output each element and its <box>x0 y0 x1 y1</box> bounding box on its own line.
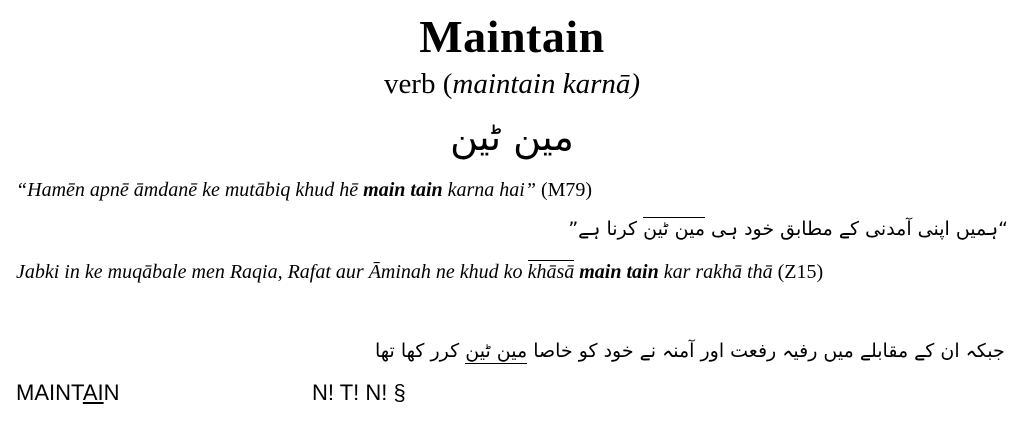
pos-italic: maintain karnā) <box>452 68 641 100</box>
entry-symbols: N! T! N! § <box>312 380 406 405</box>
example-1-text: “Hamēn apnē āmdanē ke mutābiq khud hē <box>16 179 364 201</box>
urdu-headword: مین ٹین <box>450 115 574 159</box>
example-2-urdu-after: کرر کھا تھا <box>375 340 466 362</box>
example-1-keyword: main tain <box>363 179 443 201</box>
example-1-urdu-after: کرنا ہے” <box>568 218 644 240</box>
entry-code-suffix: N <box>103 380 120 405</box>
example-2-urdu <box>375 340 1005 362</box>
example-2-source: (Z15) <box>772 261 824 283</box>
part-of-speech <box>0 68 1024 101</box>
example-1-transliteration <box>16 180 1011 201</box>
entry-code-prefix: MAINT <box>16 380 83 405</box>
example-2-urdu-keyword: مین ٹین <box>465 340 528 362</box>
example-2-transliteration <box>16 262 1011 283</box>
example-1-text-end: karna hai” <box>442 179 536 201</box>
example-2-urdu-before: جبکہ ان کے مقابلے میں رفیہ رفعت اور آمنہ نے خود کو خاصا <box>527 340 1005 362</box>
entry-code-underlined: AI <box>82 380 104 405</box>
example-2-overlined-word: khāsā <box>527 261 575 283</box>
example-2-text: Jabki in ke muqābale men Raqia, Rafat aur Āminah ne khud ko <box>16 261 528 283</box>
headword: Maintain <box>419 11 605 62</box>
example-2-keyword: main tain <box>579 261 659 283</box>
example-1-urdu-before: “ہمیں اپنی آمدنی کے مطابق خود ہی <box>705 218 1008 240</box>
pos-prefix: verb ( <box>383 68 453 100</box>
entry-code <box>16 380 120 406</box>
example-1-urdu-keyword: مین ٹین <box>643 218 706 240</box>
example-1-source: (M79) <box>535 179 593 201</box>
example-1-urdu <box>568 218 1008 240</box>
example-2-text-end: kar rakhā thā <box>658 261 773 283</box>
